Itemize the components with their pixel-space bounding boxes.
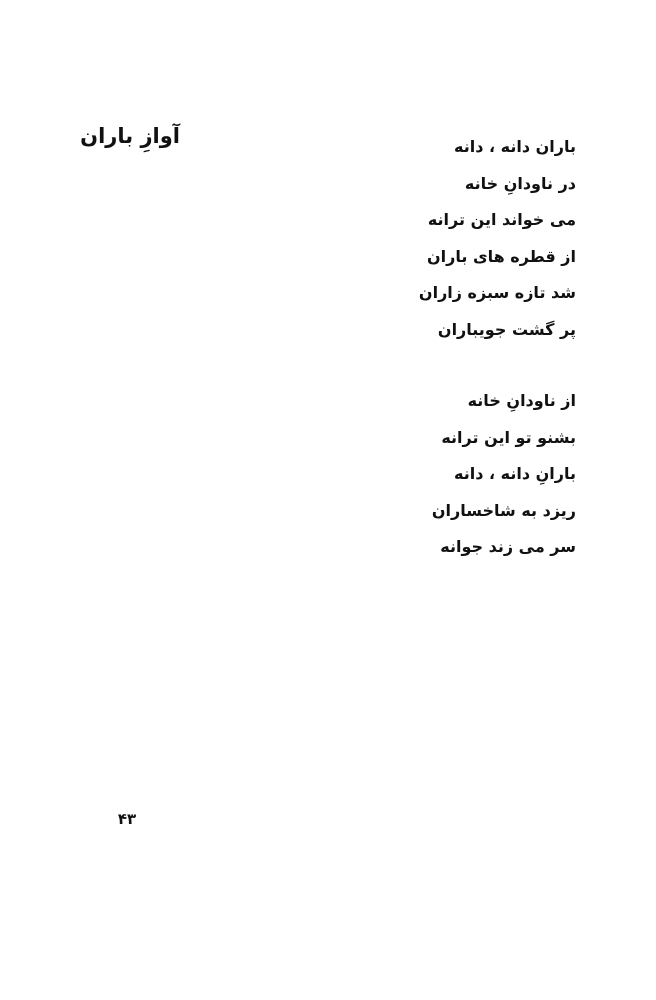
poem-line: در ناودانِ خانه <box>464 173 576 193</box>
poem-line: بارانِ دانه ، دانه <box>454 464 576 484</box>
poem-line: می خواند این ترانه <box>427 210 576 230</box>
poem-line: پر گشت جویباران <box>437 319 576 339</box>
poem-line: باران دانه ، دانه <box>454 137 576 156</box>
poem-line: شد تازه سبزه زاران <box>418 283 576 303</box>
stanza-2 <box>356 383 576 566</box>
poem-line: بشنو تو این ترانه <box>441 427 576 447</box>
poem-title: آوازِ باران <box>80 124 180 148</box>
poem-line: سر می زند جوانه <box>440 537 576 557</box>
poem-line: از قطره های باران <box>427 246 576 266</box>
poem-line: ریزد به شاخساران <box>431 500 576 520</box>
stanza-1 <box>356 129 576 349</box>
page-number: ۴۳ <box>117 810 137 828</box>
poem-line: از ناودانِ خانه <box>467 391 576 410</box>
